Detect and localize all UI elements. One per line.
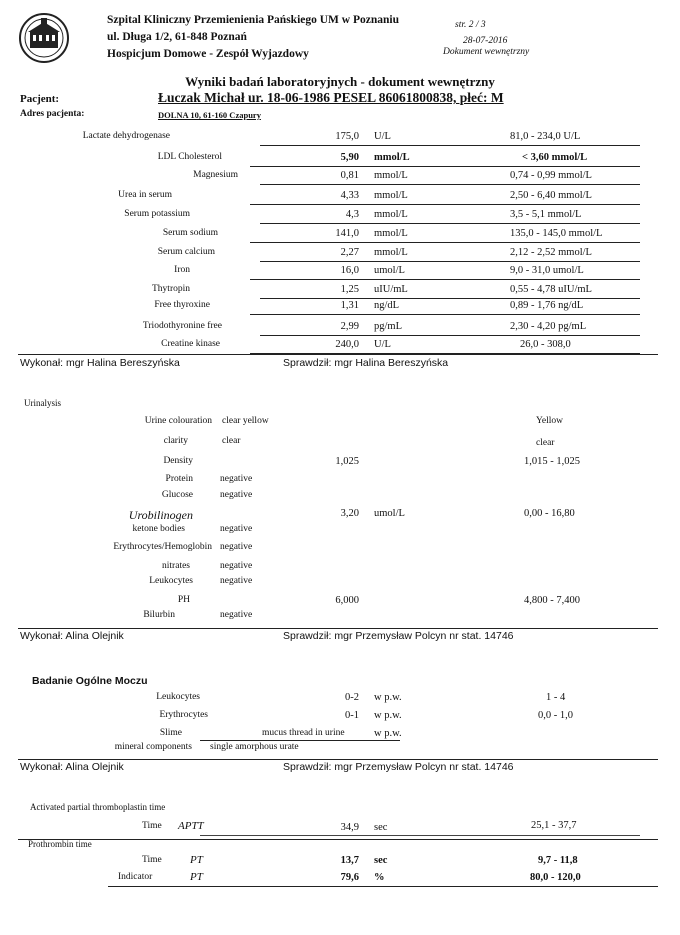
urine-value: 6,000 — [335, 595, 359, 606]
result-unit: mmol/L — [374, 170, 408, 181]
sediment-value: 0-1 — [345, 710, 359, 721]
result-name: Triodothyronine free — [142, 321, 222, 331]
result-value: 4,3 — [345, 209, 359, 220]
sediment-ref: 1 - 4 — [546, 692, 566, 703]
result-unit: U/L — [374, 131, 391, 142]
institution-name: Szpital Kliniczny Przemienienia Pańskiego UM w Poznaniu — [107, 14, 399, 26]
urine-name: Leukocytes — [149, 576, 193, 586]
result-ref: 135,0 - 145,0 mmol/L — [510, 228, 603, 239]
result-unit: mmol/L — [374, 152, 410, 163]
result-ref: 2,50 - 6,40 mmol/L — [510, 190, 592, 201]
result-name: LDL Cholesterol — [157, 152, 222, 162]
urine-name: Urine colouration — [144, 416, 212, 426]
urinalysis-checked-by: Sprawdził: mgr Przemysław Polcyn nr stat. 14746 — [283, 630, 514, 642]
pt-value: 13,7 — [340, 855, 359, 866]
urine-name: clarity — [163, 436, 188, 446]
urine-name: Bilurbin — [143, 610, 175, 620]
result-name: Urea in serum — [118, 190, 172, 200]
hospital-logo — [18, 10, 70, 66]
result-ref: 9,0 - 31,0 umol/L — [510, 265, 584, 276]
page-title: Wyniki badań laboratoryjnych - dokument wewnętrzny — [185, 74, 495, 89]
result-unit: ng/dL — [374, 300, 400, 311]
result-name: Creatine kinase — [161, 339, 220, 349]
page-number: str. 2 / 3 — [455, 20, 486, 30]
sediment-title: Badanie Ogólne Moczu — [32, 675, 148, 687]
pt-unit: sec — [374, 855, 388, 866]
aptt-time-label: Time — [142, 821, 162, 831]
urine-result: clear — [222, 436, 241, 446]
result-name: Serum calcium — [157, 247, 215, 257]
urinalysis-title: Urinalysis — [24, 398, 61, 408]
result-ref: 3,5 - 5,1 mmol/L — [510, 209, 582, 220]
blood-checked-by: Sprawdził: mgr Halina Bereszyńska — [283, 357, 449, 369]
urine-name: Glucose — [161, 490, 193, 500]
sediment-unit: w p.w. — [374, 728, 402, 739]
pt-ref: 9,7 - 11,8 — [538, 855, 578, 866]
result-ref: < 3,60 mmol/L — [522, 152, 588, 163]
patient-name: Łuczak Michał ur. 18-06-1986 PESEL 86061800838, płeć: M — [158, 90, 504, 105]
urine-name: nitrates — [162, 561, 190, 571]
sediment-name: Erythrocytes — [159, 710, 208, 720]
result-name: Lactate dehydrogenase — [82, 131, 170, 141]
result-value: 240,0 — [335, 339, 359, 350]
urine-name: Density — [163, 456, 193, 466]
result-name: Thytropin — [152, 284, 190, 294]
indicator-label: Indicator — [118, 872, 153, 882]
urine-ref: Yellow — [536, 416, 564, 426]
urine-result: negative — [220, 561, 253, 571]
sediment-unit: w p.w. — [374, 692, 402, 703]
sediment-value: mucus thread in urine — [262, 728, 345, 738]
result-unit: mmol/L — [374, 209, 408, 220]
result-name: Magnesium — [193, 170, 238, 180]
result-value: 2,99 — [340, 321, 359, 332]
result-name: Free thyroxine — [154, 300, 210, 310]
sediment-name: Leukocytes — [156, 692, 200, 702]
urine-result: negative — [220, 524, 253, 534]
result-value: 141,0 — [335, 228, 359, 239]
result-name: Serum sodium — [162, 228, 218, 238]
result-ref: 2,30 - 4,20 pg/mL — [510, 321, 587, 332]
result-unit: umol/L — [374, 265, 405, 276]
sediment-value: single amorphous urate — [210, 742, 299, 752]
aptt-ref: 25,1 - 37,7 — [531, 820, 577, 831]
result-value: 16,0 — [340, 265, 359, 276]
urine-value: 3,20 — [340, 508, 359, 519]
print-date: 28-07-2016 — [463, 36, 508, 46]
result-name: Iron — [174, 265, 190, 275]
urine-result: negative — [220, 576, 253, 586]
aptt-code: APTT — [178, 820, 204, 832]
patient-address-label: Adres pacjenta: — [20, 109, 85, 119]
urine-ref: 1,015 - 1,025 — [524, 456, 580, 467]
result-unit: U/L — [374, 339, 391, 350]
urine-ref: clear — [536, 438, 555, 448]
urine-name: Erythrocytes/Hemoglobin — [113, 542, 212, 552]
sediment-performed-by: Wykonał: Alina Olejnik — [20, 761, 124, 773]
aptt-unit: sec — [374, 822, 388, 833]
urine-result: negative — [220, 474, 253, 484]
result-value: 5,90 — [340, 152, 359, 163]
result-value: 2,27 — [340, 247, 359, 258]
urine-result: negative — [220, 490, 253, 500]
urine-name: Protein — [165, 474, 193, 484]
sediment-checked-by: Sprawdził: mgr Przemysław Polcyn nr stat. 14746 — [283, 761, 514, 773]
urine-value: 1,025 — [335, 456, 359, 467]
result-value: 0,81 — [340, 170, 359, 181]
blood-performed-by: Wykonał: mgr Halina Bereszyńska — [20, 357, 180, 369]
result-unit: mmol/L — [374, 190, 408, 201]
sediment-name: Slime — [159, 728, 182, 738]
urine-result: clear yellow — [222, 416, 269, 426]
indicator-ref: 80,0 - 120,0 — [530, 872, 581, 883]
urine-result: negative — [220, 610, 253, 620]
urine-name: Urobilinogen — [128, 508, 193, 522]
result-unit: mmol/L — [374, 228, 408, 239]
result-ref: 0,89 - 1,76 ng/dL — [510, 300, 584, 311]
aptt-value: 34,9 — [340, 822, 359, 833]
result-unit: mmol/L — [374, 247, 408, 258]
result-ref: 0,74 - 0,99 mmol/L — [510, 170, 592, 181]
indicator-code: PT — [190, 871, 203, 883]
aptt-title: Activated partial thromboplastin time — [30, 802, 166, 812]
patient-label: Pacjent: — [20, 93, 60, 105]
result-value: 1,31 — [340, 300, 359, 311]
pt-code: PT — [190, 854, 203, 866]
pt-time-label: Time — [142, 855, 162, 865]
institution-address: ul. Długa 1/2, 61-848 Poznań — [107, 31, 247, 43]
result-name: Serum potassium — [124, 209, 190, 219]
institution-unit: Hospicjum Domowe - Zespół Wyjazdowy — [107, 48, 309, 60]
sediment-value: 0-2 — [345, 692, 359, 703]
sediment-ref: 0,0 - 1,0 — [538, 710, 573, 721]
urine-result: negative — [220, 542, 253, 552]
pt-title: Prothrombin time — [28, 839, 92, 849]
patient-address: DOLNA 10, 61-160 Czapury — [158, 110, 261, 120]
urine-ref: 4,800 - 7,400 — [524, 595, 580, 606]
result-ref: 26,0 - 308,0 — [520, 339, 571, 350]
urine-unit: umol/L — [374, 508, 405, 519]
urine-name: PH — [177, 595, 190, 605]
urine-name: ketone bodies — [132, 524, 185, 534]
result-unit: uIU/mL — [374, 284, 408, 295]
sediment-unit: w p.w. — [374, 710, 402, 721]
indicator-unit: % — [374, 872, 385, 883]
result-ref: 2,12 - 2,52 mmol/L — [510, 247, 592, 258]
urine-ref: 0,00 - 16,80 — [524, 508, 575, 519]
result-value: 175,0 — [335, 131, 359, 142]
result-value: 4,33 — [340, 190, 359, 201]
indicator-value: 79,6 — [340, 872, 359, 883]
result-ref: 0,55 - 4,78 uIU/mL — [510, 284, 592, 295]
result-unit: pg/mL — [374, 321, 402, 332]
result-ref: 81,0 - 234,0 U/L — [510, 131, 581, 142]
sediment-name: mineral components — [114, 742, 192, 752]
result-value: 1,25 — [340, 284, 359, 295]
urinalysis-performed-by: Wykonał: Alina Olejnik — [20, 630, 124, 642]
doc-type: Dokument wewnętrzny — [443, 47, 530, 57]
